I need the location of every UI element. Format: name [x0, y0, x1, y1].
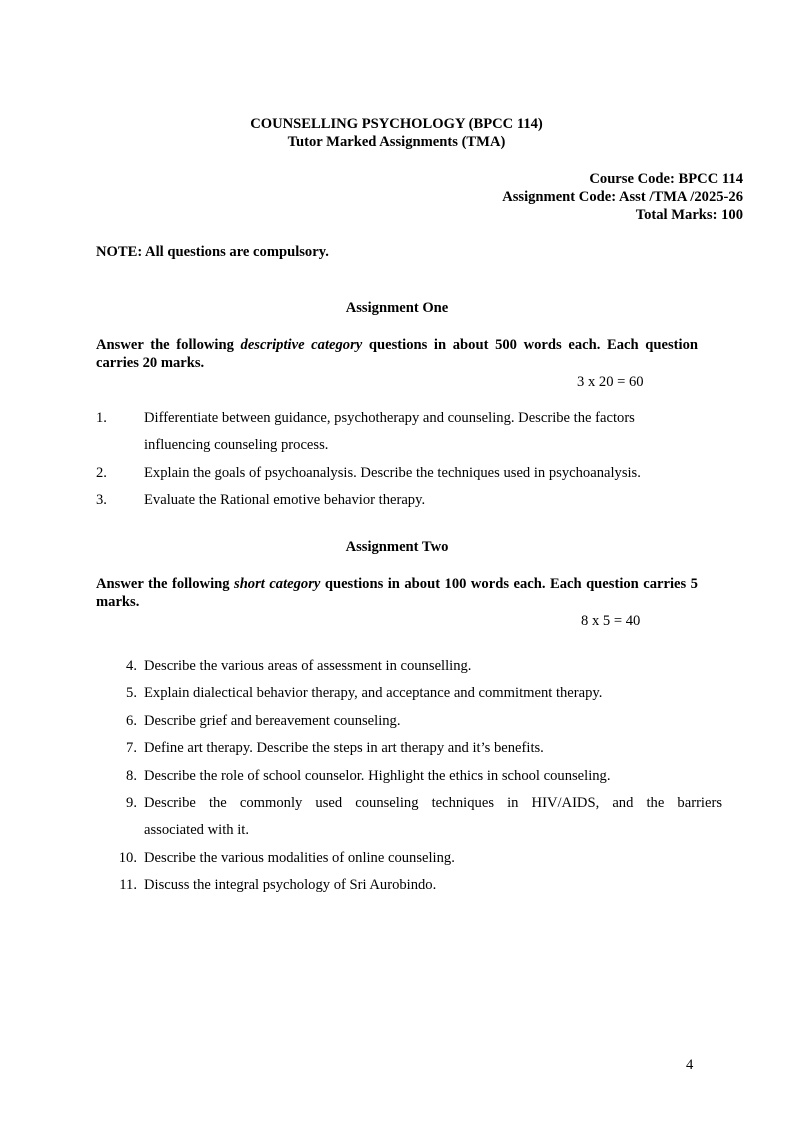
question-text: Describe the role of school counselor. Highlight the ethics in school counseling. — [144, 767, 611, 784]
question-text: associated with it. — [144, 822, 249, 839]
question-text: Describe the commonly used counseling techniques in HIV/AIDS, and the barriers — [144, 795, 722, 811]
question-text: Evaluate the Rational emotive behavior therapy. — [144, 492, 426, 509]
question-text: Describe the various areas of assessment in counselling. — [144, 658, 472, 674]
question-text: Explain dialectical behavior therapy, and acceptance and commitment therapy. — [144, 685, 603, 702]
assignment-two-heading: Assignment Two — [345, 539, 449, 555]
question-number: 9. — [126, 795, 137, 811]
question-text: Define art therapy. Describe the steps in art therapy and it’s benefits. — [144, 740, 544, 757]
assignment-one-instruction: Answer the following descriptive category questions in about 500 words each. Each question carries 20 marks. — [96, 337, 698, 371]
note: NOTE: All questions are compulsory. — [96, 244, 329, 260]
question-text: Explain the goals of psychoanalysis. Describe the techniques used in psychoanalysis. — [144, 464, 641, 481]
question-number: 3. — [96, 492, 107, 509]
question-number: 4. — [126, 658, 137, 674]
question-number: 6. — [126, 712, 137, 729]
question-number: 7. — [126, 740, 137, 757]
assignment-one-category: descriptive category — [240, 337, 363, 353]
assignment-two-marks: 8 x 5 = 40 — [581, 613, 641, 629]
document-subtitle: Tutor Marked Assignments (TMA) — [287, 134, 506, 150]
question-number: 8. — [126, 767, 137, 784]
page-number: 4 — [686, 1057, 694, 1073]
course-code: Course Code: BPCC 114 — [589, 171, 743, 187]
question-number: 10. — [118, 849, 137, 866]
assignment-two-instruction: Answer the following short category questions in about 100 words each. Each question carries 5 marks. — [96, 576, 698, 610]
question-number: 5. — [126, 685, 137, 702]
document-title: COUNSELLING PSYCHOLOGY (BPCC 114) — [250, 116, 543, 132]
assignment-two-category: short category — [234, 576, 321, 592]
question-text: Differentiate between guidance, psychotherapy and counseling. Describe the factors — [144, 410, 635, 426]
total-marks: Total Marks: 100 — [635, 207, 743, 223]
assignment-one-heading: Assignment One — [345, 300, 449, 316]
assignment-one-marks: 3 x 20 = 60 — [577, 374, 644, 390]
assignment-code: Assignment Code: Asst /TMA /2025-26 — [502, 189, 743, 205]
question-text: Discuss the integral psychology of Sri Aurobindo. — [144, 877, 437, 894]
question-text: Describe the various modalities of online counseling. — [144, 849, 455, 866]
question-number: 11. — [119, 877, 137, 894]
question-text: influencing counseling process. — [144, 437, 329, 454]
question-number: 2. — [96, 464, 107, 481]
question-number: 1. — [96, 410, 107, 426]
question-text: Describe grief and bereavement counseling. — [144, 712, 401, 729]
